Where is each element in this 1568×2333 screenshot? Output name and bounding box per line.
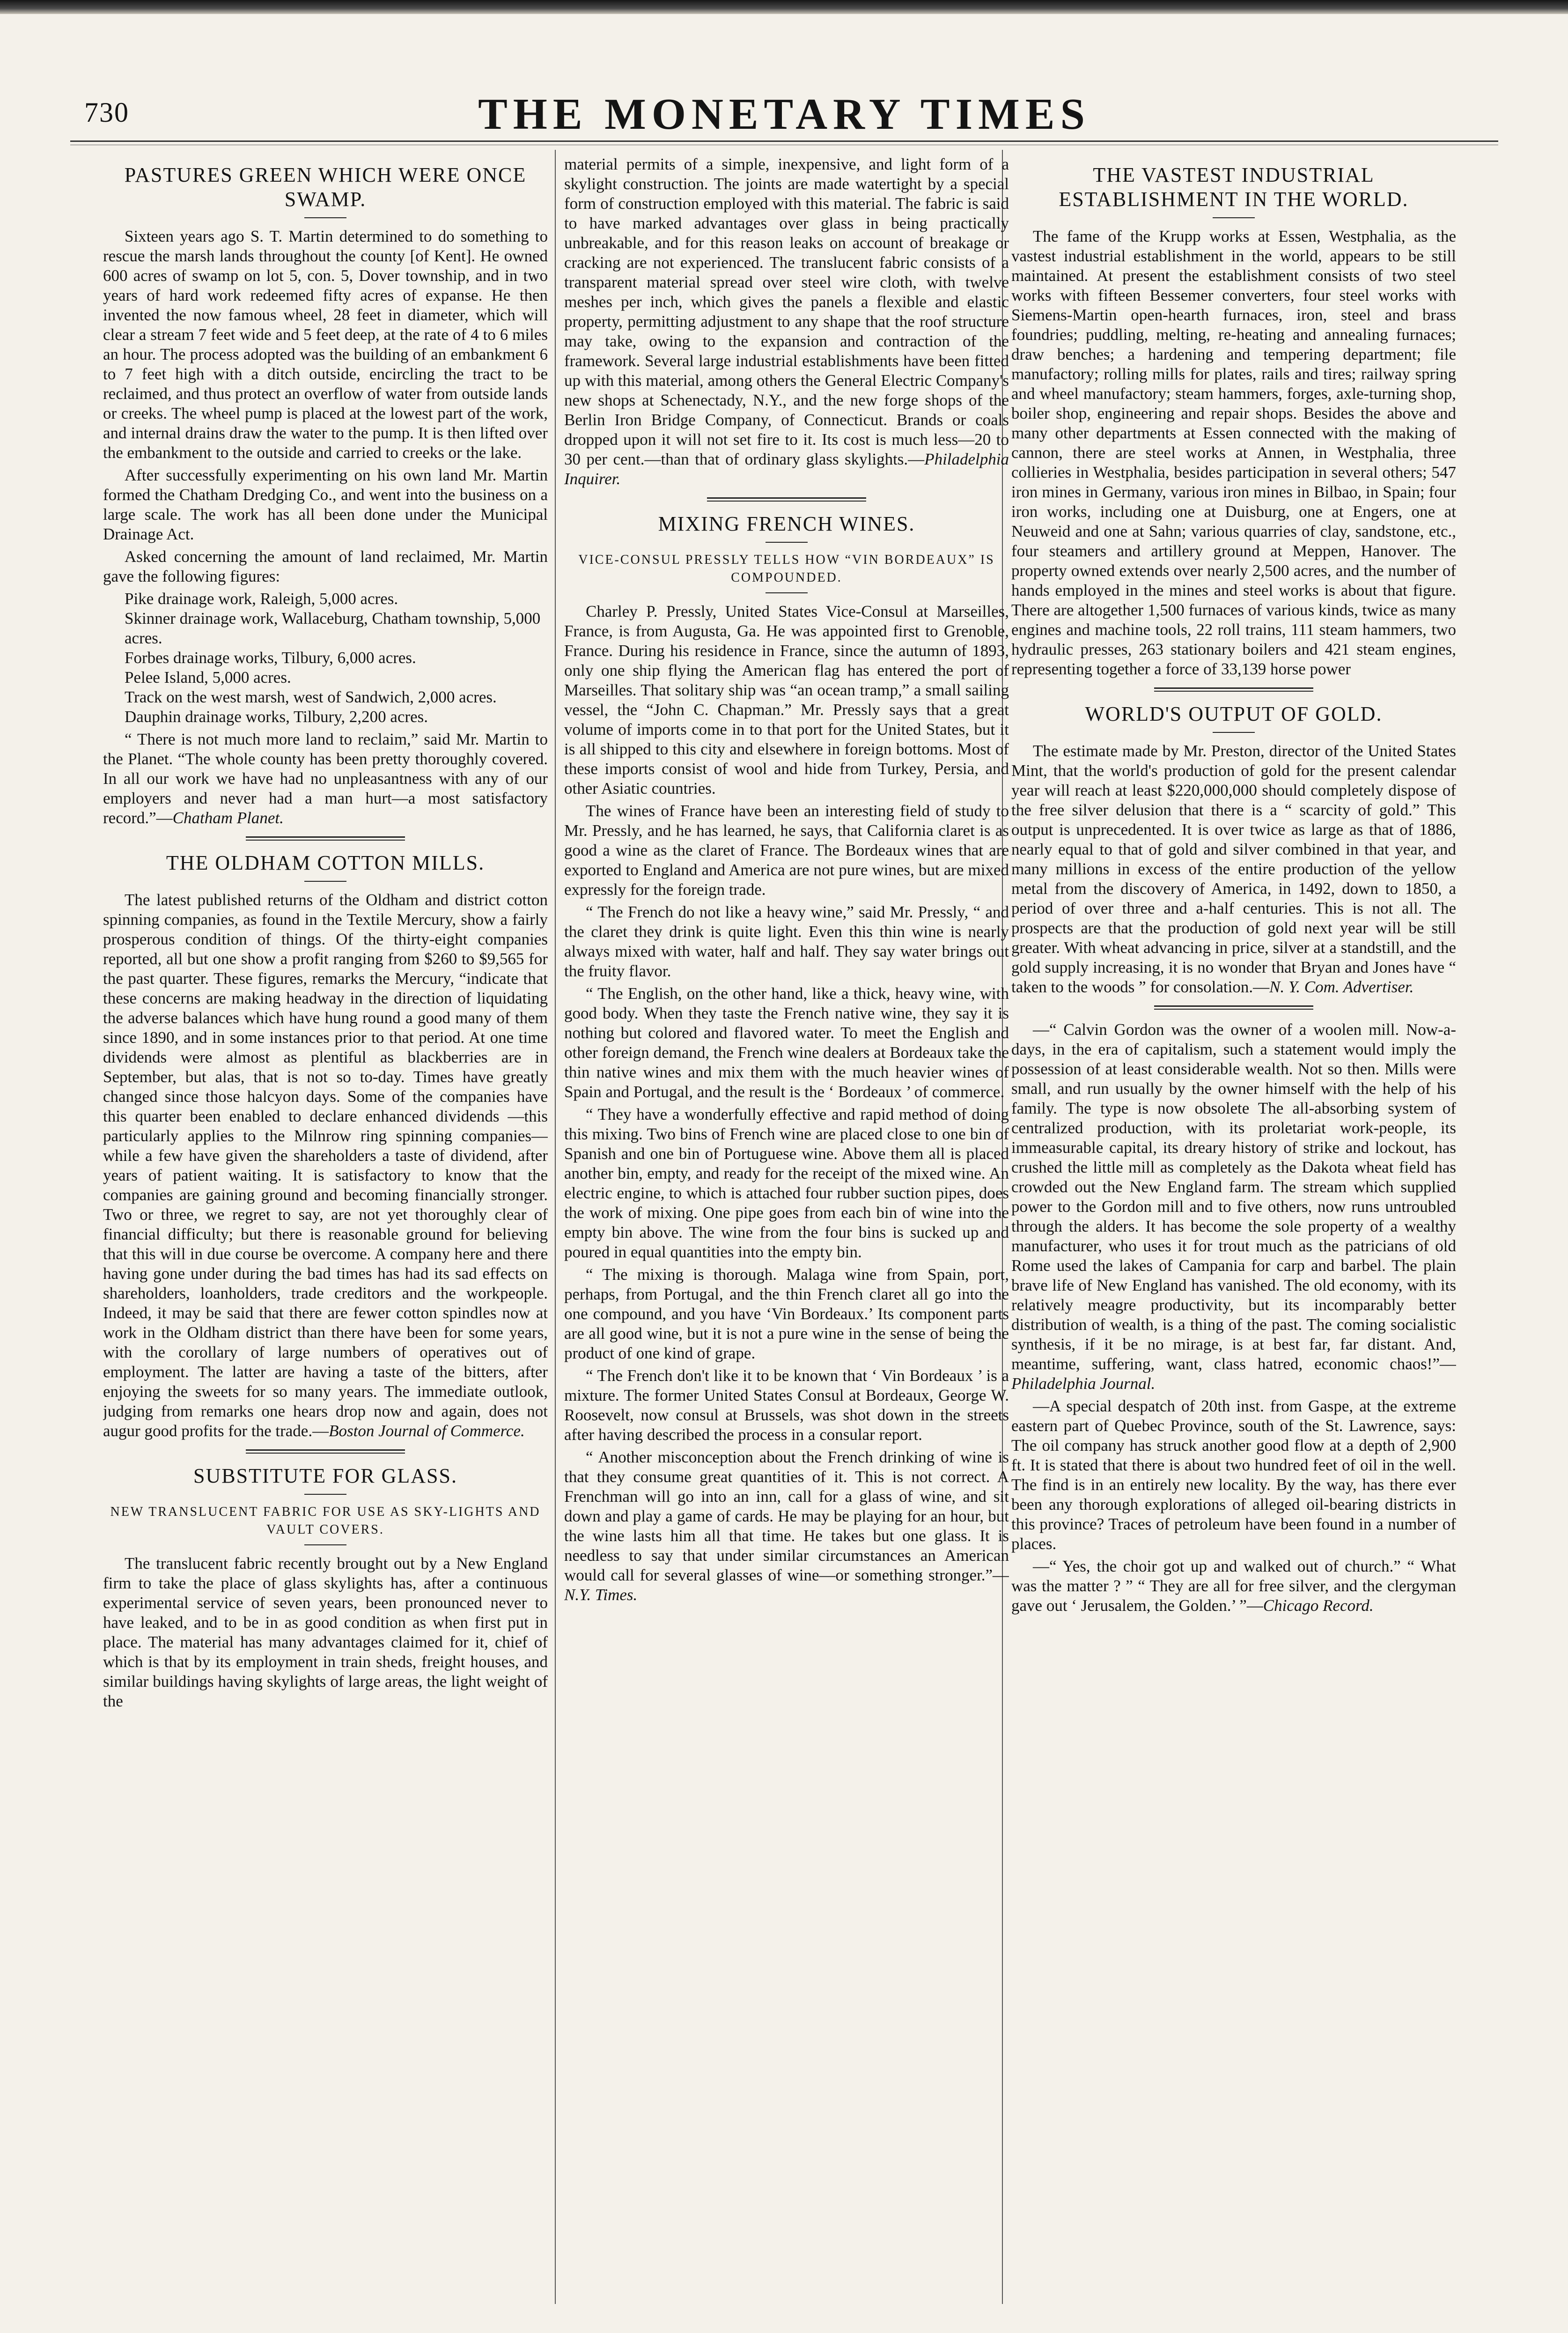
article-paragraph (564, 155, 1009, 489)
article-title: THE OLDHAM COTTON MILLS. (166, 851, 485, 874)
article-substitute-for-glass-continued (564, 155, 1009, 502)
subtitle-dash (766, 592, 808, 593)
article-end-rule (246, 836, 405, 841)
article-oldham-cotton-mills (103, 851, 548, 1454)
article-vastest-industrial-establishment (1011, 163, 1456, 692)
article-end-rule (246, 1449, 405, 1454)
article-end-rule (1154, 687, 1313, 692)
article-substitute-for-glass (103, 1464, 548, 1711)
article-paragraph: The fame of the Krupp works at Essen, Westphalia, as the vastest industrial establishment in the world, appears to be still maintained. At present the establishment consists of two steel works with fifteen Bessemer converters, four steel works with Siemens-Martin open-hearth furnaces, iron, steel and brass foundries; puddling, melting, re-heating and annealing furnaces; draw benches; a hardening and tempering department; file manufactory; rolling mills for plates, rails and tires; railway spring and wheel manufactory; steam hammers, forges, axle-turning shop, boiler shop, engineering and repair shops. Besides the above and many other departments at Essen connected with the making of cannon, there are steel works at Annen, in Westphalia, three collieries in Westphalia, besides participation in several others; 547 iron mines in Germany, various iron mines in Bilbao, in Spain; four iron works, including one at Duisburg, one at Engers, one at Neuweid and one at Sahn; various quarries of clay, sandstone, etc., four steamers and artillery ground at Meppen, Hanover. The property owned extends over nearly 2,500 acres, and the number of hands employed in the mines and steel works is about that figure. There are altogether 1,500 furnaces of various kinds, twice as many engines and machine tools, 22 roll trains, 111 steam hammers, two hydraulic presses, 263 stationary boilers and 421 steam engines, representing together a force of 33,139 horse power (1011, 227, 1456, 678)
article-end-rule (707, 497, 866, 502)
article-source: Philadelphia Journal. (1011, 1374, 1156, 1393)
article-title: MIXING FRENCH WINES. (658, 512, 915, 535)
article-end-rule (1154, 1005, 1313, 1010)
article-source: Chatham Planet. (172, 809, 284, 827)
article-pastures-green (103, 163, 548, 841)
article-paragraph (1011, 1020, 1456, 1394)
journal-title: THE MONETARY TIMES (478, 90, 1090, 139)
list-item: Pike drainage work, Raleigh, 5,000 acres. (125, 590, 398, 608)
title-dash (1213, 217, 1255, 218)
scan-top-edge (0, 0, 1568, 14)
article-paragraph: Asked concerning the amount of land reclaimed, Mr. Martin gave the following figures: (103, 547, 548, 585)
list-item: Forbes drainage works, Tilbury, 6,000 acres. (125, 649, 416, 667)
paragraph-text: “ Another misconception about the French drinking of wine is that they consume great quantities of it. This is not correct. A Frenchman will go into an inn, call for a glass of wine, and sit down and play a game of cards. He may be playing for an hour, but the wine lasts him all that time. He takes but one glass. It is needless to say that under similar circumstances an American would call for several glasses of wine—or something stronger.”— (564, 1448, 1009, 1584)
title-dash (304, 1494, 346, 1495)
paragraph-text: —“ Calvin Gordon was the owner of a woolen mill. Now-a-days, in the era of capitalism, such a statement would imply the possession of at least considerable wealth. Not so then. Mills were small, and run usually by the owner himself with the help of his family. The type is now obsolete The all-absorbing system of centralized production, with its proletariat work-people, its immeasurable capital, its dreary history of strike and lockout, has crushed the little mill as completely as the Dakota wheat field has crowded out the New England farm. The stream which supplied power to the Gordon mill and to five others, now runs untroubled through the alders. It has become the sole property of a wealthy manufacturer, who uses it for trout much as the patricians of old Rome used the lakes of Campania for carp and barbel. The plain brave life of New England has vanished. The old economy, with its relatively meagre productivity, but its incomparably better distribution of wealth, is a thing of the past. The coming socialistic synthesis, if it be no mirage, is at best far, far distant. And, meantime, suffering, want, class hatred, economic chaos!”— (1011, 1020, 1456, 1373)
article-title: WORLD'S OUTPUT OF GOLD. (1085, 702, 1383, 725)
article-paragraph: “ The English, on the other hand, like a thick, heavy wine, with good body. When they taste the French native wine, they say it is nothing but colored and flavored water. To meet the English and other foreign demand, the French wine dealers at Bordeaux take the thin native wines and mix them with the much heavier wines of Spain and Portugal, and the result is the ‘ Bordeaux ’ of commerce. (564, 984, 1009, 1101)
title-dash (304, 881, 346, 882)
column-2 (564, 155, 1009, 2304)
article-worlds-output-of-gold (1011, 702, 1456, 1010)
article-paragraph: The wines of France have been an interesting field of study to Mr. Pressly, and he has learned, he says, that California claret is as good a wine as the claret of France. The Bordeaux wines that are exported to England and America are not pure wines, but are mixed expressly for the foreign trade. (564, 802, 1009, 899)
article-title: SUBSTITUTE FOR GLASS. (193, 1464, 457, 1487)
list-item: Skinner drainage work, Wallaceburg, Chatham township, 5,000 acres. (125, 609, 541, 647)
article-source: Philadelphia Inquirer. (564, 450, 1009, 488)
paragraph-text: —“ Yes, the choir got up and walked out of church.” “ What was the matter ? ” “ They are all for free silver, and the clergyman gave out ‘ Jerusalem, the Golden.’ ”— (1011, 1557, 1456, 1615)
title-dash (1213, 732, 1255, 733)
article-paragraph: —A special despatch of 20th inst. from Gaspe, at the extreme eastern part of Quebec Province, south of the St. Lawrence, says: The oil company has struck another good flow at a depth of 2,900 ft. It is stated that there is about two hundred feet of oil in the well. The find is in an entirely new locality. By the way, has there ever been any thorough explorations of alleged oil-bearing districts in this province? Traces of petroleum have been found in a number of places. (1011, 1397, 1456, 1553)
column-1 (103, 155, 548, 2304)
list-item: Dauphin drainage works, Tilbury, 2,200 acres. (125, 708, 428, 726)
list-item: Pelee Island, 5,000 acres. (125, 668, 291, 687)
article-paragraph: “ The French do not like a heavy wine,” said Mr. Pressly, “ and the claret they drink is quite light. Even this thin wine is nearly always mixed with water, half and half. They say water brings out the fruity flavor. (564, 903, 1009, 980)
article-source: N. Y. Com. Advertiser. (1269, 978, 1414, 996)
article-paragraph: The translucent fabric recently brought out by a New England firm to take the place of glass skylights has, after a continuous experimental service of seven years, been pronounced never to have leaked, and to be in as good condition as when first put in place. The material has many advantages claimed for it, chief of which is that by its employment in train sheds, freight houses, and similar buildings having skylights of large areas, the light weight of the (103, 1554, 548, 1710)
title-dash (766, 542, 808, 543)
article-paragraph: “ The mixing is thorough. Malaga wine from Spain, port, perhaps, from Portugal, and the thin French claret all go into the one compound, and you have ‘Vin Bordeaux.’ Its component parts are all good wine, but it is not a pure wine in the sense of being the product of one kind of grape. (564, 1265, 1009, 1362)
article-mixing-french-wines (564, 512, 1009, 1605)
article-paragraph (103, 890, 548, 1441)
article-paragraph: “ The French don't like it to be known that ‘ Vin Bordeaux ’ is a mixture. The former United States Consul at Bordeaux, George W. Roosevelt, now consul at Brussels, was shot down in the streets after having described the process in a consular report. (564, 1366, 1009, 1444)
article-source: Chicago Record. (1263, 1596, 1374, 1615)
column-3 (1011, 155, 1456, 2304)
acreage-list (103, 589, 548, 727)
article-subtitle: NEW TRANSLUCENT FABRIC FOR USE AS SKY-LIGHTS AND VAULT COVERS. (110, 1505, 541, 1537)
article-paragraph: Charley P. Pressly, United States Vice-Consul at Marseilles, France, is from Augusta, Ga. He was appointed first to Grenoble, France. During his residence in France, since the autumn of 1893, only one ship flying the American flag has entered the port of Marseilles. That solitary ship was “an ocean tramp,” a small sailing vessel, the “John C. Chapman.” Mr. Pressly says that a great volume of imports come in to that port for the United States, but it is all shipped to this city and elsewhere in foreign bottoms. Most of these imports consist of wool and hide from Turkey, Persia, and other Asiatic countries. (564, 602, 1009, 797)
paragraph-text: material permits of a simple, inexpensive, and light form of a skylight construction. The joints are made watertight by a special form of construction employed with this material. The fabric is said to have marked advantages over glass in being practically unbreakable, and for this reason leaks on account of breakage or cracking are not experienced. The translucent fabric consists of a transparent material spread over steel wire cloth, with twelve meshes per inch, which gives the panels a flexible and elastic property, permitting adjustment to any shape that the roof structure may take, owing to the expansion and contraction of the framework. Several large industrial establishments have been fitted up with this material, among others the General Electric Company's new shops at Schenectady, N.Y., and the new forge shops of the Berlin Iron Bridge Company, of Connecticut. Brands or coals dropped upon it will not set fire to it. Its cost is much less—20 to 30 per cent.—than that of ordinary glass skylights.— (564, 155, 1009, 468)
column-divider (555, 150, 556, 2304)
closing-text: “ There is not much more land to reclaim,” said Mr. Martin to the Planet. “The whole county has been pretty thoroughly covered. In all our work we have had no unpleasantness with any of our employers and never had a man hurt—a most satisfactory record.”— (103, 730, 548, 827)
article-miscellany (1011, 1020, 1456, 1616)
masthead-rule (70, 140, 1498, 145)
article-paragraph: Sixteen years ago S. T. Martin determined to do something to rescue the marsh lands throughout the county [of Kent]. He owned 600 acres of swamp on lot 5, con. 5, Dover township, and in two years of hard work redeemed fifty acres of expanse. He then invented the now famous wheel, 28 feet in diameter, which will clear a stream 7 feet wide and 5 feet deep, at the rate of 4 to 6 miles an hour. The process adopted was the building of an embankment 6 to 7 feet high with a ditch outside, encircling the tract to be reclaimed, and thus protect an overflow of water from outside lands or creeks. The wheel pump is placed at the lowest part of the work, and internal drains draw the water to the pump. It is then lifted over the embankment to the outside and carried to creeks or the lake. (103, 227, 548, 462)
article-title: PASTURES GREEN WHICH WERE ONCE SWAMP. (124, 163, 527, 211)
article-subtitle: VICE-CONSUL PRESSLY TELLS HOW “VIN BORDEAUX” IS COMPOUNDED. (578, 553, 995, 585)
paragraph-text: The latest published returns of the Oldham and district cotton spinning companies, as found in the Textile Mercury, show a fairly prosperous condition of things. Of the thirty-eight companies reported, all but one show a profit ranging from $260 to $9,565 for the past quarter. These figures, remarks the Mercury, “indicate that these concerns are making headway in the direction of liquidating the adverse balances which have hung round a good many of them since 1890, and in some instances prior to that period. At one time dividends were almost as plentiful as blackberries are in September, but alas, that is not so to-day. Times have greatly changed since those halcyon days. Some of the companies have this quarter been enabled to declare enhanced dividends —this particularly applies to the Milnrow ring spinning companies—while a few have given the shareholders a taste of dividend, after years of patient waiting. It is satisfactory to know that the companies are gaining ground and becoming financially stronger. Two or three, we regret to say, are not yet thoroughly clear of financial difficulty; but there is reasonable ground for believing that this will in due course be overcome. A company here and there having gone under during the bad times has had its sad effects on shareholders, loanholders, trade creditors and the workpeople. Indeed, it may be said that there are fewer cotton spindles now at work in the Oldham district than there have been for some years, with the corollary of large numbers of operatives out of employment. The latter are having a taste of the bitters, after enjoying the sweets for so many years. The immediate outlook, judging from remarks one hears drop now and again, does not augur good profits for the trade.— (103, 891, 548, 1440)
article-paragraph (103, 730, 548, 828)
title-dash (304, 217, 346, 218)
article-title: THE VASTEST INDUSTRIAL ESTABLISHMENT IN THE WORLD. (1059, 163, 1409, 211)
article-paragraph (1011, 741, 1456, 997)
article-paragraph: “ They have a wonderfully effective and rapid method of doing this mixing. Two bins of French wine are placed close to one bin of Spanish and one bin of Portuguese wine. Above them all is placed another bin, empty, and ready for the receipt of the mixed wine. An electric engine, to which is attached four rubber suction pipes, does the work of mixing. One pipe goes from each bin of wine into the empty bin above. The wine from the four bins is sucked up and poured in equal quantities into the empty bin. (564, 1105, 1009, 1261)
list-item: Track on the west marsh, west of Sandwich, 2,000 acres. (125, 688, 497, 706)
masthead (70, 80, 1498, 139)
subtitle-dash (304, 1544, 346, 1545)
article-paragraph (1011, 1557, 1456, 1616)
page-number: 730 (84, 97, 129, 128)
article-source: Boston Journal of Commerce. (329, 1422, 525, 1440)
article-paragraph (564, 1447, 1009, 1605)
paragraph-text: The estimate made by Mr. Preston, director of the United States Mint, that the world's production of gold for the present calendar year will reach at least $220,000,000 should completely dispose of the free silver delusion that there is a “ scarcity of gold.” This output is unprecedented. It is over twice as large as that of 1886, nearly equal to that of gold and silver combined in that year, and many millions in excess of the entire production of the yellow metal from the discovery of America, in 1492, down to 1850, a period of over three and a-half centuries. This is not all. The prospects are that the production of gold next year will be still greater. With wheat advancing in price, silver at a standstill, and the gold supply increasing, it is no wonder that Bryan and Jones have “ taken to the woods ” for consolation.— (1011, 742, 1456, 996)
article-paragraph: After successfully experimenting on his own land Mr. Martin formed the Chatham Dredging Co., and went into the business on a large scale. The work has all been done under the Municipal Drainage Act. (103, 466, 548, 543)
article-source: N.Y. Times. (564, 1586, 638, 1604)
